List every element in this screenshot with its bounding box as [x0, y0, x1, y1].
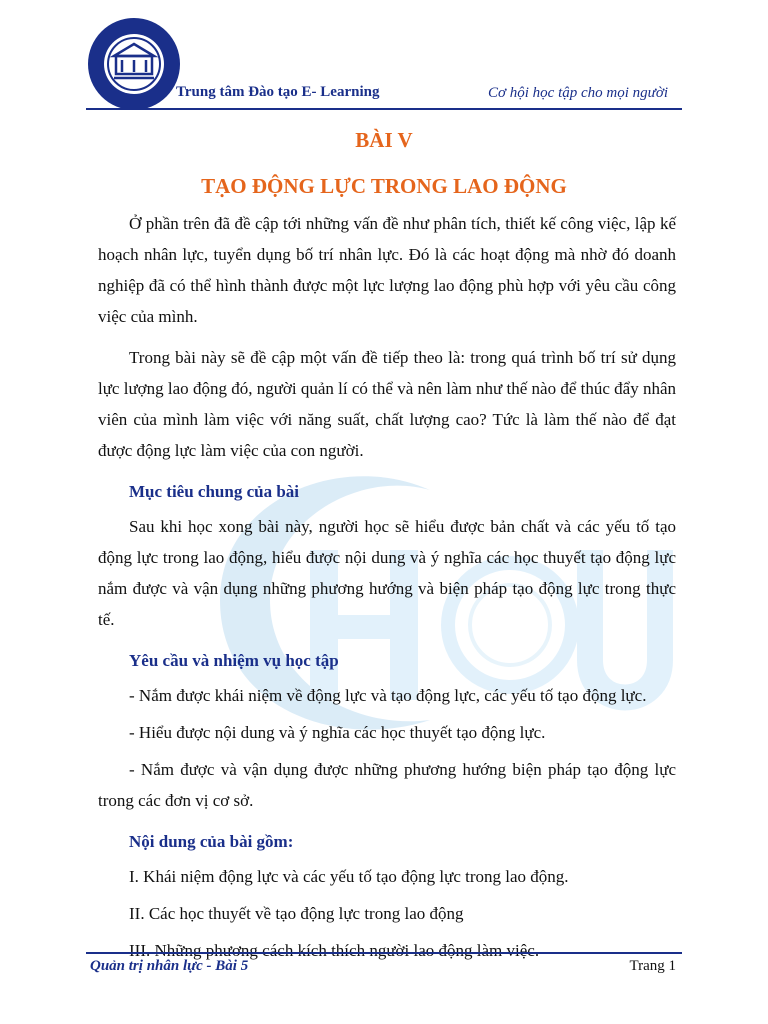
center-name: Trung tâm Đào tạo E- Learning	[176, 84, 380, 100]
content-item: III. Những phương cách kích thích người lao động làm việc.	[129, 941, 540, 960]
intro-paragraph-2: Trong bài này sẽ đề cập một vấn đề tiếp theo là: trong quá trình bố trí sử dụng lực lượng lao động đó, người quản lí có thể và nên làm như thế nào để thúc đẩy nhân viên của mình làm việc với năng suất, chất lượng cao? Tức là làm thế nào để đạt được động lực làm việc của con người.	[98, 348, 676, 460]
requirement-item: - Nắm được và vận dụng được những phương hướng biện pháp tạo động lực trong các đơn vị cơ sở.	[98, 760, 676, 810]
lesson-title: TẠO ĐỘNG LỰC TRONG LAO ĐỘNG	[201, 174, 567, 198]
header-divider	[86, 108, 682, 110]
footer-page-number: Trang 1	[629, 958, 676, 974]
content-item: II. Các học thuyết về tạo động lực trong lao động	[129, 904, 464, 923]
university-logo	[86, 16, 182, 112]
requirement-item: - Nắm được khái niệm về động lực và tạo động lực, các yếu tố tạo động lực.	[129, 686, 647, 705]
intro-paragraph-1: Ở phần trên đã đề cập tới những vấn đề như phân tích, thiết kế công việc, lập kế hoạch nhân lực, tuyển dụng bố trí nhân lực. Đó là các hoạt động mà nhờ đó doanh nghiệp đã có thể hình thành được một lực lượng lao động phù hợp với yêu cầu công việc của mình.	[98, 214, 676, 326]
requirements-heading: Yêu cầu và nhiệm vụ học tập	[129, 651, 339, 670]
goal-paragraph: Sau khi học xong bài này, người học sẽ hiểu được bản chất và các yếu tố tạo động lực trong lao động, hiểu được nội dung và ý nghĩa các học thuyết tạo động lực nắm được và vận dụng những phương hướng và biện pháp tạo động lực trong thực tế.	[98, 517, 676, 629]
lesson-content	[98, 208, 676, 972]
requirement-item: - Hiểu được nội dung và ý nghĩa các học thuyết tạo động lực.	[129, 723, 546, 742]
footer-course: Quản trị nhân lực - Bài 5	[90, 958, 249, 974]
lesson-number: BÀI V	[355, 128, 413, 152]
content-heading: Nội dung của bài gồm:	[129, 832, 294, 851]
goal-heading: Mục tiêu chung của bài	[129, 482, 300, 501]
slogan: Cơ hội học tập cho mọi người	[487, 85, 668, 101]
content-item: I. Khái niệm động lực và các yếu tố tạo động lực trong lao động.	[129, 867, 569, 886]
footer-divider	[86, 952, 682, 954]
